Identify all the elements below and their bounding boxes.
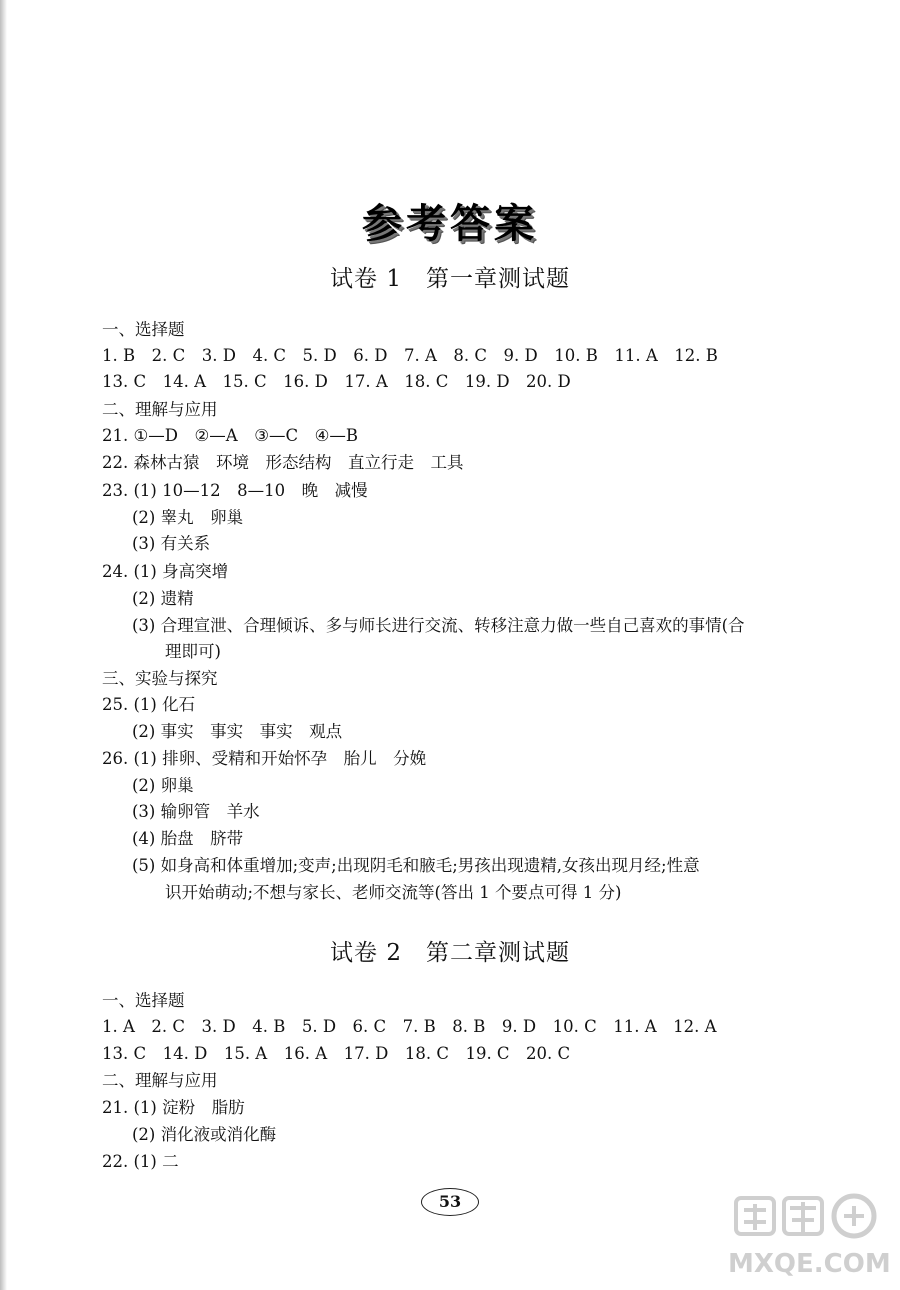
answer-line: (2) 睾丸 卵巢 bbox=[132, 508, 244, 527]
answer-line: 13. C 14. D 15. A 16. A 17. D 18. C 19. C 20. C bbox=[102, 1044, 571, 1063]
answer-line: 22. (1) 二 bbox=[102, 1152, 179, 1171]
page-number: 53 bbox=[421, 1188, 479, 1216]
answer-line: 26. (1) 排卵、受精和开始怀孕 胎儿 分娩 bbox=[102, 749, 427, 768]
section-heading-1: 试卷 1 第一章测试题 bbox=[330, 266, 570, 292]
answer-line: 13. C 14. A 15. C 16. D 17. A 18. C 19. D 20. D bbox=[102, 372, 571, 391]
page-title: 参考答案 bbox=[362, 200, 538, 247]
answer-line: (3) 输卵管 羊水 bbox=[132, 802, 260, 821]
answer-line: (5) 如身高和体重增加;变声;出现阴毛和腋毛;男孩出现遗精,女孩出现月经;性意 bbox=[132, 856, 700, 875]
answer-line: 23. (1) 10—12 8—10 晚 减慢 bbox=[102, 481, 368, 500]
subsection-heading: 一、选择题 bbox=[102, 320, 185, 339]
section-heading-2: 试卷 2 第二章测试题 bbox=[330, 940, 570, 966]
answer-line: 理即可) bbox=[165, 642, 221, 661]
answer-line: (2) 遗精 bbox=[132, 589, 194, 608]
answer-line: (3) 合理宣泄、合理倾诉、多与师长进行交流、转移注意力做一些自己喜欢的事情(合 bbox=[132, 616, 745, 635]
subsection-heading: 二、理解与应用 bbox=[102, 400, 218, 419]
subsection-heading: 三、实验与探究 bbox=[102, 669, 218, 688]
answer-line: (4) 胎盘 脐带 bbox=[132, 829, 244, 848]
answer-line: 22. 森林古猿 环境 形态结构 直立行走 工具 bbox=[102, 453, 464, 472]
answer-line: (2) 消化液或消化酶 bbox=[132, 1125, 277, 1144]
answer-line: 1. A 2. C 3. D 4. B 5. D 6. C 7. B 8. B 9. D 10. C 11. A 12. A bbox=[102, 1017, 717, 1036]
answer-line: 1. B 2. C 3. D 4. C 5. D 6. D 7. A 8. C 9. D 10. B 11. A 12. B bbox=[102, 346, 718, 365]
subsection-heading: 一、选择题 bbox=[102, 991, 185, 1010]
answer-line: (2) 事实 事实 事实 观点 bbox=[132, 722, 343, 741]
subsection-heading: 二、理解与应用 bbox=[102, 1071, 218, 1090]
watermark-url: MXQE.COM bbox=[728, 1249, 891, 1279]
answer-line: (2) 卵巢 bbox=[132, 776, 194, 795]
answer-line: 21. (1) 淀粉 脂肪 bbox=[102, 1098, 245, 1117]
answer-line: 25. (1) 化石 bbox=[102, 695, 196, 714]
answer-line: (3) 有关系 bbox=[132, 534, 211, 553]
answer-line: 24. (1) 身高突增 bbox=[102, 562, 229, 581]
watermark-logo bbox=[722, 1192, 892, 1284]
answer-line: 识开始萌动;不想与家长、老师交流等(答出 1 个要点可得 1 分) bbox=[165, 883, 622, 902]
answer-line: 21. ①—D ②—A ③—C ④—B bbox=[102, 426, 359, 445]
